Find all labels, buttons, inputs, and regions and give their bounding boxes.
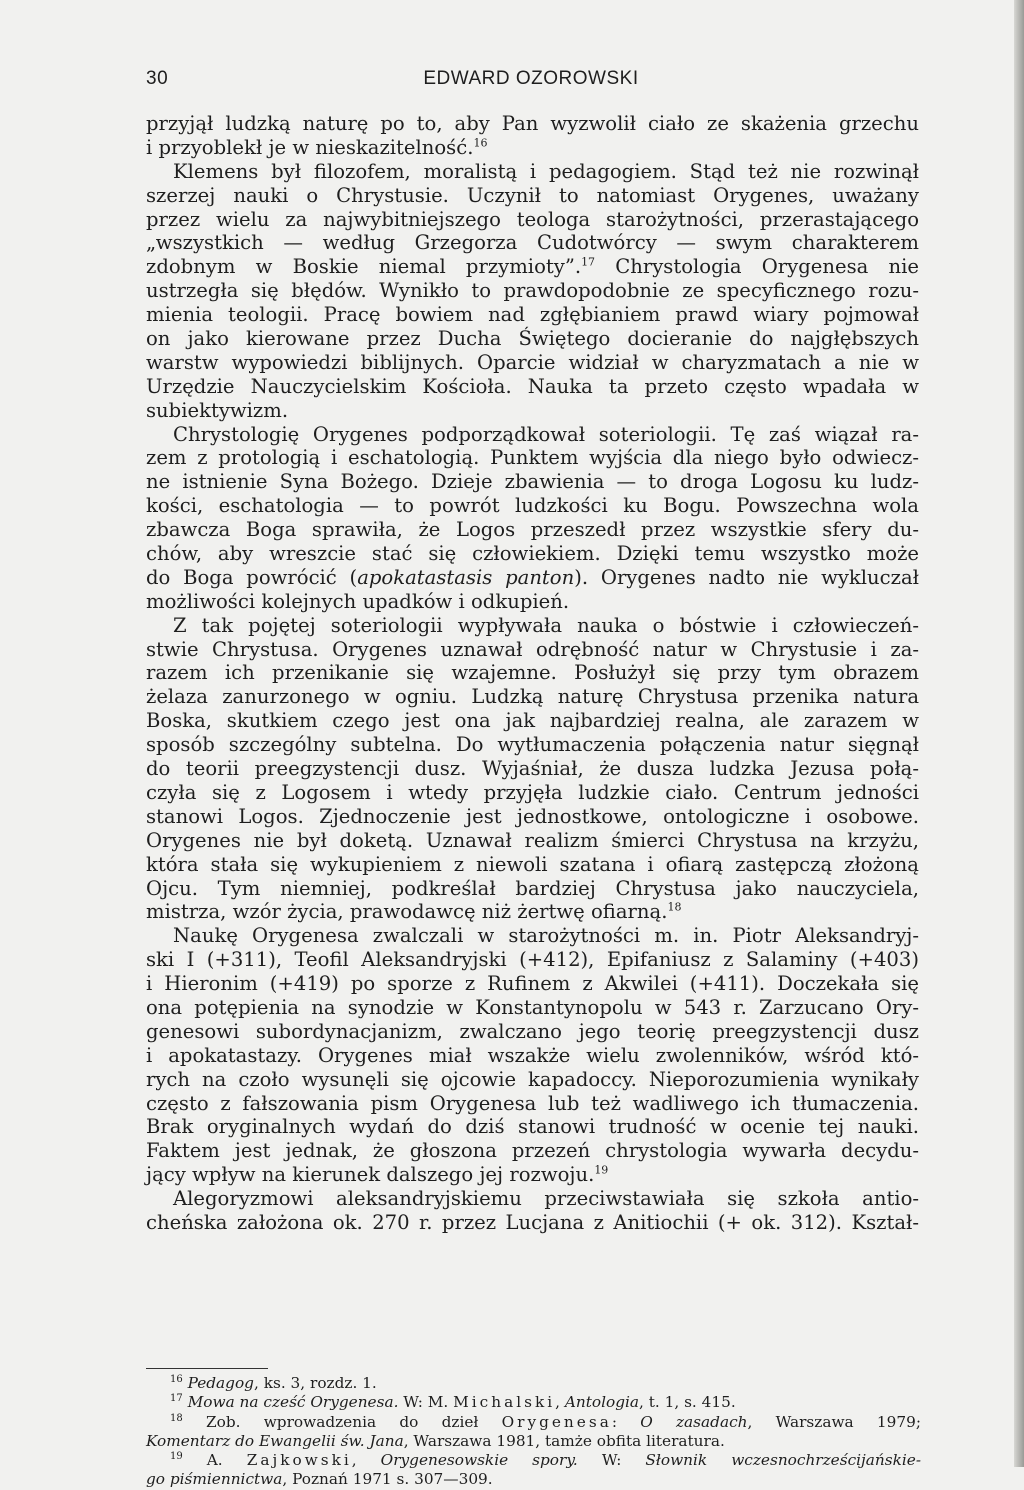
page-number: 30 — [146, 68, 169, 89]
text-line: zbawcza Boga sprawiła, że Logos przeszedł przez wszystkie sfery du- — [146, 518, 919, 542]
text-line: ona potępienia na synodzie w Konstantynopolu w 543 r. Zarzucano Ory- — [146, 995, 919, 1019]
text-line: i przyoblekł je w nieskazitelność.$^{16}$ — [146, 135, 488, 159]
text-line: Naukę Orygenesa zwalczali w starożytności m. in. Piotr Aleksandryj- — [173, 924, 919, 948]
text-line: przyjął ludzką naturę po to, aby Pan wyzwolił ciało ze skażenia grzechu — [146, 112, 919, 135]
text-line: razem ich przenikanie się wzajemne. Posłużył się przy tym obrazem — [146, 661, 919, 685]
footnotes — [146, 1374, 921, 1490]
text-line: Alegoryzmowi aleksandryjskiemu przeciwstawiała się szkoła antio- — [173, 1187, 919, 1211]
text-line: „wszystkich — według Grzegorza Cudotwórcy — swym charakterem — [146, 231, 919, 255]
text-line: genesowi subordynacjanizm, zwalczano jego teorię preegzystencji dusz — [146, 1019, 919, 1043]
text-line: rych na czoło wysunęli się ojcowie kapadoccy. Nieporozumienia wynikały — [146, 1067, 919, 1091]
text-line: stanowi Logos. Zjednoczenie jest jednostkowe, ontologiczne i osobowe. — [146, 804, 919, 828]
text-line: która stała się wykupieniem z niewoli szatana i ofiarą zastępczą złożoną — [146, 852, 919, 876]
page-header — [146, 68, 916, 96]
text-line: Klemens był filozofem, moralistą i pedagogiem. Stąd też nie rozwinął — [173, 159, 919, 183]
text-line: ne istnienie Syna Bożego. Dzieje zbawienia — to droga Logosu ku ludz- — [146, 470, 919, 494]
footnote-number: 17 — [170, 1393, 183, 1405]
page-edge-shadow — [1014, 0, 1024, 1467]
text-line: Ojcu. Tym niemniej, podkreślał bardziej Chrystusa jako nauczyciela, — [146, 876, 919, 900]
running-head: EDWARD OZOROWSKI — [423, 68, 639, 89]
text-line: zem z protologią i eschatologią. Punktem wyjścia dla niego było odwiecz- — [146, 446, 919, 470]
text-line: możliwości kolejnych upadków i odkupień. — [146, 589, 570, 613]
text-line: zdobnym w Boskie niemal przymioty”.$^{17}$ Chrystologia Orygenesa nie — [146, 255, 919, 279]
text-line: warstw wypowiedzi biblijnych. Oparcie widział w charyzmatach a nie w — [146, 350, 919, 374]
text-line: przez wielu za najwybitniejszego teologa starożytności, przerastającego — [146, 207, 919, 231]
text-line: i apokatastazy. Orygenes miał wszakże wielu zwolenników, wśród któ- — [146, 1043, 919, 1067]
text-line: Orygenes nie był doketą. Uznawał realizm śmierci Chrystusa na krzyżu, — [146, 828, 919, 852]
footnote-ref: 18 — [667, 900, 682, 914]
text-line: Urzędzie Nauczycielskim Kościoła. Nauka ta przeto często wpadała w — [146, 374, 919, 398]
footnote-number: 19 — [170, 1451, 183, 1463]
text-line: mienia teologii. Pracę bowiem nad zgłębianiem prawd wiary pojmował — [146, 303, 919, 327]
footnote-line: $^{18}$ Zob. wprowadzenia do dzieł Orygenesa: O zasadach, Warszawa 1979; — [170, 1412, 921, 1431]
text-line: subiektywizm. — [146, 398, 289, 422]
text-line: Brak oryginalnych wydań do dziś stanowi trudność w ocenie tej nauki. — [146, 1115, 919, 1139]
footnote-ref: 16 — [473, 136, 488, 150]
footnote-number: 18 — [170, 1412, 183, 1424]
text-line: często z fałszowania pism Orygenesa lub też wadliwego ich tłumaczenia. — [146, 1091, 919, 1115]
footnote-number: 16 — [170, 1373, 183, 1385]
text-line: Boska, skutkiem czego jest ona jak najbardziej realna, ale zarazem w — [146, 709, 919, 733]
text-line: do Boga powrócić (apokatastasis panton). Orygenes nadto nie wykluczał — [146, 565, 920, 589]
text-line: ustrzegła się błędów. Wynikło to prawdopodobnie ze specyficznego rozu- — [146, 279, 919, 303]
footnote-ref: 17 — [581, 255, 596, 269]
footnote-line: $^{19}$ A. Zajkowski, Orygenesowskie spory. W: Słownik wczesnochrześcijańskie- — [170, 1451, 921, 1470]
footnote-line: $^{17}$ Mowa na cześć Orygenesa. W: M. Michalski, Antologia, t. 1, s. 415. — [170, 1393, 736, 1412]
text-line: stwie Chrystusa. Orygenes uznawał odrębność natur w Chrystusie i za- — [146, 637, 919, 661]
text-line: mistrza, wzór życia, prawodawcę niż żertwę ofiarną.$^{18}$ — [146, 900, 682, 924]
text-line: do teorii preegzystencji dusz. Wyjaśniał, że dusza ludzka Jezusa połą- — [146, 757, 919, 781]
footnote-line: $^{16}$ Pedagog, ks. 3, rozdz. 1. — [170, 1373, 377, 1392]
text-line: jący wpływ na kierunek dalszego jej rozwoju.$^{19}$ — [146, 1163, 609, 1187]
text-line: Z tak pojętej soteriologii wypływała nauka o bóstwie i człowieczeń- — [173, 613, 919, 637]
text-line: chów, aby wreszcie stać się człowiekiem. Dzięki temu wszystko może — [146, 542, 919, 566]
footnote-ref: 19 — [594, 1163, 609, 1177]
text-line: szerzej nauki o Chrystusie. Uczynił to natomiast Orygenes, uważany — [146, 183, 919, 207]
text-line: cheńska założona ok. 270 r. przez Lucjana z Anitiochii (+ ok. 312). Kształ- — [146, 1210, 919, 1234]
text-line: i Hieronim (+419) po sporze z Rufinem z Akwilei (+411). Doczekała się — [146, 972, 919, 996]
text-line: Faktem jest jednak, że głoszona przezeń chrystologia wywarła decydu- — [146, 1139, 919, 1163]
text-line: ski I (+311), Teofil Aleksandryjski (+412), Epifaniusz z Salaminy (+403) — [146, 948, 919, 972]
footnote-line: go piśmiennictwa, Poznań 1971 s. 307—309. — [146, 1470, 493, 1489]
text-line: sposób szczególny subtelna. Do wytłumaczenia połączenia natur sięgnął — [146, 733, 919, 757]
text-line: żelaza zanurzonego w ogniu. Ludzką naturę Chrystusa przenika natura — [146, 685, 919, 709]
footnote-line: Komentarz do Ewangelii św. Jana, Warszawa 1981, tamże obfita literatura. — [146, 1431, 725, 1450]
text-line: Chrystologię Orygenes podporządkował soteriologii. Tę zaś wiązał ra- — [173, 422, 919, 446]
body-text — [146, 112, 919, 1235]
text-line: czyła się z Logosem i wtedy przyjęła ludzkie ciało. Centrum jedności — [146, 780, 919, 804]
text-line: kości, eschatologia — to powrót ludzkości ku Bogu. Powszechna wola — [146, 494, 919, 518]
footnote-rule — [146, 1368, 268, 1369]
text-line: on jako kierowane przez Ducha Świętego docieranie do najgłębszych — [146, 327, 919, 351]
